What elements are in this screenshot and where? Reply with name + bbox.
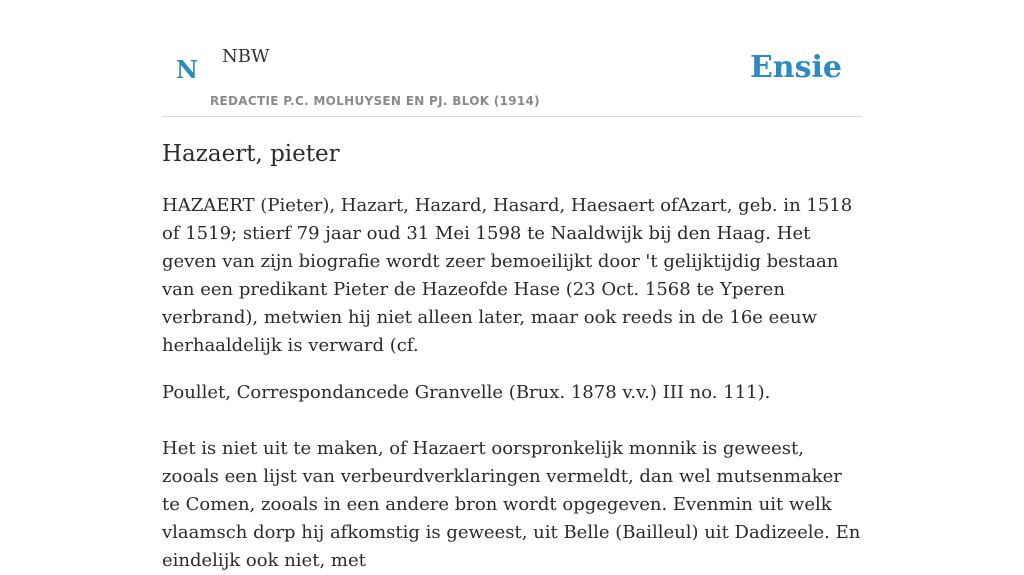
article-paragraph: Het is niet uit te maken, of Hazaert oorspronkelijk monnik is geweest, zooals een lijst van verbeurdverklaringen vermeldt, dan wel mutsenmaker te Comen, zooals in een andere bron wordt opgegeven. Evenmin uit welk vlaamsch dorp hij afkomstig is geweest, uit Belle (Bailleul) uit Dadizeele. En eindelijk ook niet, met xyxy=(162,438,861,571)
source-logo-icon[interactable]: N xyxy=(176,55,198,84)
source-full-name: REDACTIE P.C. MOLHUYSEN EN PJ. BLOK (1914) xyxy=(210,94,540,108)
article-paragraph: HAZAERT (Pieter), Hazart, Hazard, Hasard, Haesaert ofAzart, geb. in 1518 of 1519; stierf 79 jaar oud 31 Mei 1598 te Naaldwijk bij den Haag. Het geven van zijn biografie wordt zeer bemoeilijkt door 't gelijktijdig bestaan van een predikant Pieter de Hazeofde Hase (23 Oct. 1568 te Yperen verbrand), metwien hij niet alleen later, maar ook reeds in de 16e eeuw herhaaldelijk is verward (cf. xyxy=(162,195,853,356)
article-paragraph: Poullet, Correspondancede Granvelle (Brux. 1878 v.v.) III no. 111). xyxy=(162,382,771,403)
ensie-logo-link[interactable]: Ensie xyxy=(749,50,842,85)
article-title: Hazaert, pieter xyxy=(162,141,340,167)
source-short-name[interactable]: NBW xyxy=(222,46,270,67)
article xyxy=(162,138,862,575)
site-header xyxy=(162,0,862,117)
